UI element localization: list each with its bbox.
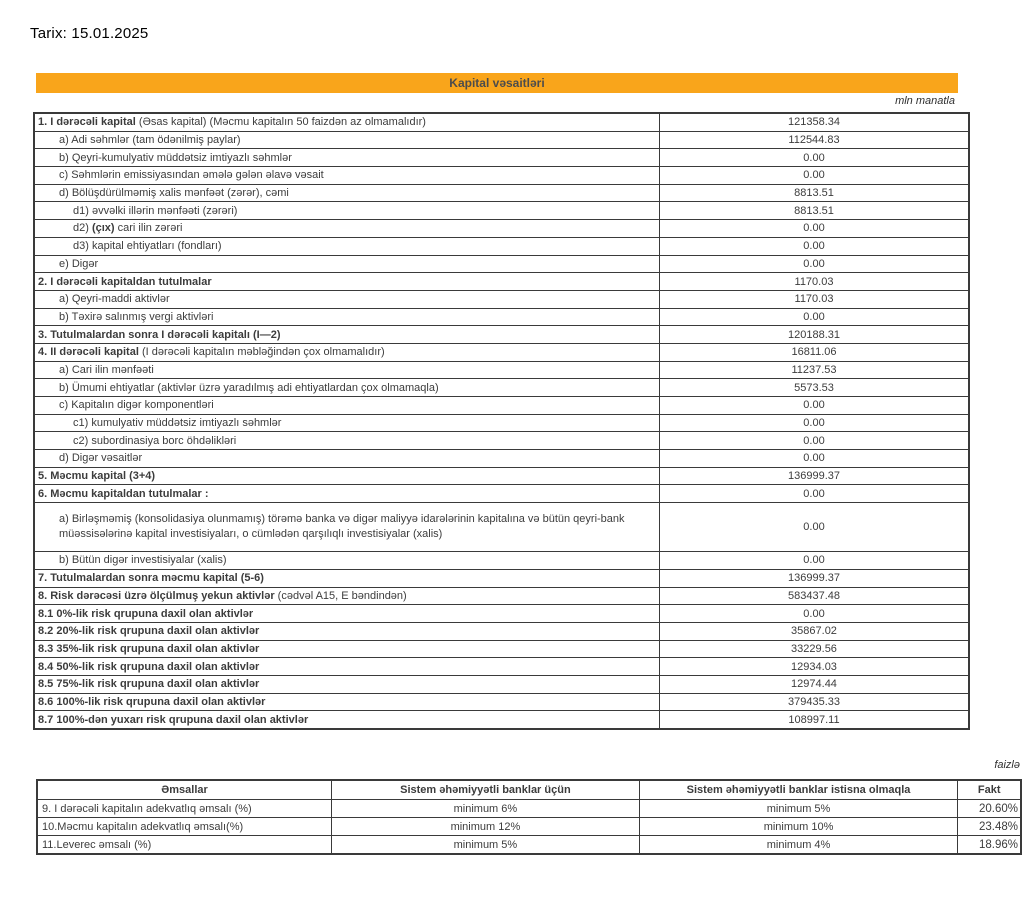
capital-table-row — [34, 237, 969, 255]
capital-row-label — [34, 640, 660, 658]
capital-row-value: 12934.03 — [660, 658, 970, 676]
capital-row-label — [34, 569, 660, 587]
capital-row-value: 583437.48 — [660, 587, 970, 605]
capital-table-row — [34, 167, 969, 185]
label-text-bold: 8.5 75%-lik risk qrupuna daxil olan aktivlər — [38, 678, 260, 691]
capital-row-value: 0.00 — [660, 237, 970, 255]
ratios-table-body — [37, 800, 1021, 855]
ratios-cell-name: 10.Məcmu kapitalın adekvatlıq əmsalı(%) — [37, 818, 332, 836]
label-text: a) Cari ilin mənfəəti — [59, 363, 154, 376]
capital-row-label — [34, 605, 660, 623]
label-text: e) Digər — [59, 257, 99, 270]
label-text: b) Ümumi ehtiyatlar (aktivlər üzrə yaradılmış adi ehtiyatlardan çox olmamaqla) — [59, 381, 439, 394]
capital-row-value: 16811.06 — [660, 343, 970, 361]
capital-row-label — [34, 167, 660, 185]
capital-table-row — [34, 131, 969, 149]
capital-row-label — [34, 587, 660, 605]
label-text: a) Birləşməmiş (konsolidasiya olunmamış) törəmə banka və digər maliyyə idarələrinin kapitalına və bütün qeyri-bank müəssisələrinə kapital investisiyaları, o cümlədən qarşılıqlı investisiyalar (xalis) — [59, 513, 625, 541]
capital-table-row — [34, 587, 969, 605]
label-text: d1) əvvəlki illərin mənfəəti (zərəri) — [73, 204, 238, 217]
label-text: d) Bölüşdürülməmiş xalis mənfəət (zərər), cəmi — [59, 187, 289, 200]
capital-row-value: 0.00 — [660, 308, 970, 326]
capital-row-label — [34, 255, 660, 273]
ratios-header-cell: Əmsallar — [37, 780, 332, 800]
label-text: b) Təxirə salınmış vergi aktivləri — [59, 310, 214, 323]
capital-row-value: 0.00 — [660, 605, 970, 623]
capital-table-row — [34, 675, 969, 693]
label-text-bold: 5. Məcmu kapital (3+4) — [38, 470, 156, 483]
capital-row-label — [34, 131, 660, 149]
capital-row-label — [34, 432, 660, 450]
capital-table-row — [34, 569, 969, 587]
label-text-bold: 8.2 20%-lik risk qrupuna daxil olan aktivlər — [38, 625, 260, 638]
section-title: Kapital vəsaitləri — [449, 76, 545, 90]
capital-row-value: 108997.11 — [660, 711, 970, 729]
capital-row-label — [34, 149, 660, 167]
ratios-table-row — [37, 818, 1021, 836]
capital-row-value: 120188.31 — [660, 326, 970, 344]
capital-row-label — [34, 290, 660, 308]
label-text-bold: 8.1 0%-lik risk qrupuna daxil olan aktivlər — [38, 607, 254, 620]
capital-row-value: 12974.44 — [660, 675, 970, 693]
label-text: c2) subordinasiya borc öhdəlikləri — [73, 434, 237, 447]
capital-row-label — [34, 379, 660, 397]
section-title-bar — [36, 73, 958, 93]
capital-row-label — [34, 675, 660, 693]
label-text-bold: 2. I dərəcəli kapitaldan tutulmalar — [38, 275, 212, 288]
capital-row-value: 0.00 — [660, 450, 970, 468]
label-text: d) Digər vəsaitlər — [59, 452, 143, 465]
capital-row-value: 0.00 — [660, 552, 970, 570]
ratios-cell-systemic: minimum 12% — [332, 818, 640, 836]
unit-note-mln-manatla: mln manatla — [895, 95, 955, 107]
label-text-bold: 6. Məcmu kapitaldan tutulmalar : — [38, 487, 209, 500]
capital-row-label — [34, 450, 660, 468]
capital-row-value: 0.00 — [660, 432, 970, 450]
label-text-bold: 7. Tutulmalardan sonra məcmu kapital (5-6) — [38, 572, 264, 585]
capital-table-row — [34, 255, 969, 273]
capital-row-label — [34, 658, 660, 676]
label-text: d3) kapital ehtiyatları (fondları) — [73, 240, 222, 253]
capital-row-value: 1170.03 — [660, 290, 970, 308]
capital-row-label — [34, 220, 660, 238]
label-text-bold: 8. Risk dərəcəsi üzrə ölçülmuş yekun aktivlər — [38, 589, 278, 602]
ratios-header-cell: Fakt — [958, 780, 1021, 800]
label-text-bold: 1. I dərəcəli kapital — [38, 116, 136, 129]
capital-table-row — [34, 308, 969, 326]
capital-row-label — [34, 308, 660, 326]
label-text: d2) — [73, 222, 92, 235]
capital-table-row — [34, 361, 969, 379]
ratios-cell-name: 11.Leverec əmsalı (%) — [37, 836, 332, 855]
unit-note-faizle: faizlə — [994, 759, 1020, 771]
ratios-cell-systemic: minimum 5% — [332, 836, 640, 855]
capital-row-label — [34, 343, 660, 361]
ratios-cell-non-systemic: minimum 10% — [639, 818, 958, 836]
label-text: a) Adi səhmlər (tam ödənilmiş paylar) — [59, 134, 241, 147]
ratios-table — [36, 779, 1022, 855]
capital-table-row — [34, 273, 969, 291]
label-text: b) Bütün digər investisiyalar (xalis) — [59, 554, 227, 567]
capital-table-row — [34, 343, 969, 361]
capital-row-label — [34, 273, 660, 291]
capital-row-label — [34, 467, 660, 485]
capital-row-value: 8813.51 — [660, 202, 970, 220]
label-text-bold: 8.4 50%-lik risk qrupuna daxil olan aktivlər — [38, 660, 260, 673]
label-text: b) Qeyri-kumulyativ müddətsiz imtiyazlı səhmlər — [59, 151, 292, 164]
capital-table-row — [34, 184, 969, 202]
capital-row-label — [34, 711, 660, 729]
capital-table-row — [34, 693, 969, 711]
capital-row-value: 33229.56 — [660, 640, 970, 658]
ratios-cell-non-systemic: minimum 5% — [639, 800, 958, 818]
label-text-bold: 4. II dərəcəli kapital — [38, 346, 139, 359]
capital-table-row — [34, 605, 969, 623]
capital-row-label — [34, 693, 660, 711]
capital-row-value: 0.00 — [660, 503, 970, 552]
capital-table-body — [34, 113, 969, 729]
capital-table-row — [34, 450, 969, 468]
report-date: Tarix: 15.01.2025 — [30, 25, 149, 42]
label-text: c) Səhmlərin emissiyasından əmələ gələn əlavə vəsait — [59, 169, 324, 182]
capital-table-row — [34, 622, 969, 640]
capital-row-value: 0.00 — [660, 167, 970, 185]
capital-row-value: 35867.02 — [660, 622, 970, 640]
capital-row-label — [34, 414, 660, 432]
capital-table-row — [34, 503, 969, 552]
label-text: c1) kumulyativ müddətsiz imtiyazlı səhmlər — [73, 417, 282, 430]
capital-table-row — [34, 149, 969, 167]
capital-row-value: 0.00 — [660, 397, 970, 415]
ratios-cell-non-systemic: minimum 4% — [639, 836, 958, 855]
capital-row-value: 136999.37 — [660, 569, 970, 587]
ratios-header-cell: Sistem əhəmiyyətli banklar istisna olmaqla — [639, 780, 958, 800]
ratios-cell-systemic: minimum 6% — [332, 800, 640, 818]
capital-table-row — [34, 379, 969, 397]
ratios-header-row — [37, 780, 1021, 800]
capital-row-value: 5573.53 — [660, 379, 970, 397]
ratios-cell-fact: 20.60% — [958, 800, 1021, 818]
capital-table-row — [34, 220, 969, 238]
capital-table-row — [34, 658, 969, 676]
label-text: (Əsas kapital) (Məcmu kapitalın 50 faizdən az olmamalıdır) — [135, 116, 426, 129]
capital-table-row — [34, 711, 969, 729]
capital-row-label — [34, 397, 660, 415]
capital-row-label — [34, 237, 660, 255]
capital-table-row — [34, 552, 969, 570]
capital-table-row — [34, 113, 969, 131]
label-text: c) Kapitalın digər komponentləri — [59, 399, 214, 412]
ratios-cell-fact: 23.48% — [958, 818, 1021, 836]
label-text-bold: 8.7 100%-dən yuxarı risk qrupuna daxil olan aktivlər — [38, 713, 309, 726]
capital-table-row — [34, 202, 969, 220]
capital-row-value: 112544.83 — [660, 131, 970, 149]
capital-row-label — [34, 202, 660, 220]
capital-table — [33, 112, 970, 730]
capital-table-row — [34, 467, 969, 485]
capital-row-value: 136999.37 — [660, 467, 970, 485]
label-text: (cədvəl A15, E bəndindən) — [277, 589, 407, 602]
capital-row-label — [34, 113, 660, 131]
capital-row-value: 0.00 — [660, 414, 970, 432]
capital-row-value: 0.00 — [660, 149, 970, 167]
capital-row-label — [34, 503, 660, 552]
capital-table-row — [34, 432, 969, 450]
capital-row-label — [34, 184, 660, 202]
label-text: a) Qeyri-maddi aktivlər — [59, 293, 170, 306]
capital-row-value: 0.00 — [660, 255, 970, 273]
capital-row-value: 8813.51 — [660, 184, 970, 202]
label-text-bold: 8.3 35%-lik risk qrupuna daxil olan aktivlər — [38, 642, 260, 655]
capital-row-value: 0.00 — [660, 220, 970, 238]
label-text-bold: 3. Tutulmalardan sonra I dərəcəli kapitalı (I—2) — [38, 328, 281, 341]
capital-table-row — [34, 414, 969, 432]
label-text-bold: (çıx) — [91, 222, 115, 235]
capital-table-row — [34, 290, 969, 308]
ratios-table-row — [37, 836, 1021, 855]
capital-row-value: 11237.53 — [660, 361, 970, 379]
capital-table-row — [34, 640, 969, 658]
capital-table-row — [34, 485, 969, 503]
label-text: cari ilin zərəri — [114, 222, 183, 235]
capital-row-value: 1170.03 — [660, 273, 970, 291]
label-text-bold: 8.6 100%-lik risk qrupuna daxil olan aktivlər — [38, 695, 266, 708]
ratios-cell-name: 9. I dərəcəli kapitalın adekvatlıq əmsalı (%) — [37, 800, 332, 818]
capital-row-label — [34, 622, 660, 640]
capital-row-label — [34, 552, 660, 570]
capital-table-row — [34, 326, 969, 344]
capital-row-value: 0.00 — [660, 485, 970, 503]
capital-row-value: 121358.34 — [660, 113, 970, 131]
capital-row-label — [34, 485, 660, 503]
capital-row-label — [34, 326, 660, 344]
capital-row-value: 379435.33 — [660, 693, 970, 711]
capital-row-label — [34, 361, 660, 379]
capital-table-row — [34, 397, 969, 415]
label-text: (I dərəcəli kapitalın məbləğindən çox olmamalıdır) — [138, 346, 385, 359]
ratios-cell-fact: 18.96% — [958, 836, 1021, 855]
ratios-table-row — [37, 800, 1021, 818]
ratios-header-cell: Sistem əhəmiyyətli banklar üçün — [332, 780, 640, 800]
